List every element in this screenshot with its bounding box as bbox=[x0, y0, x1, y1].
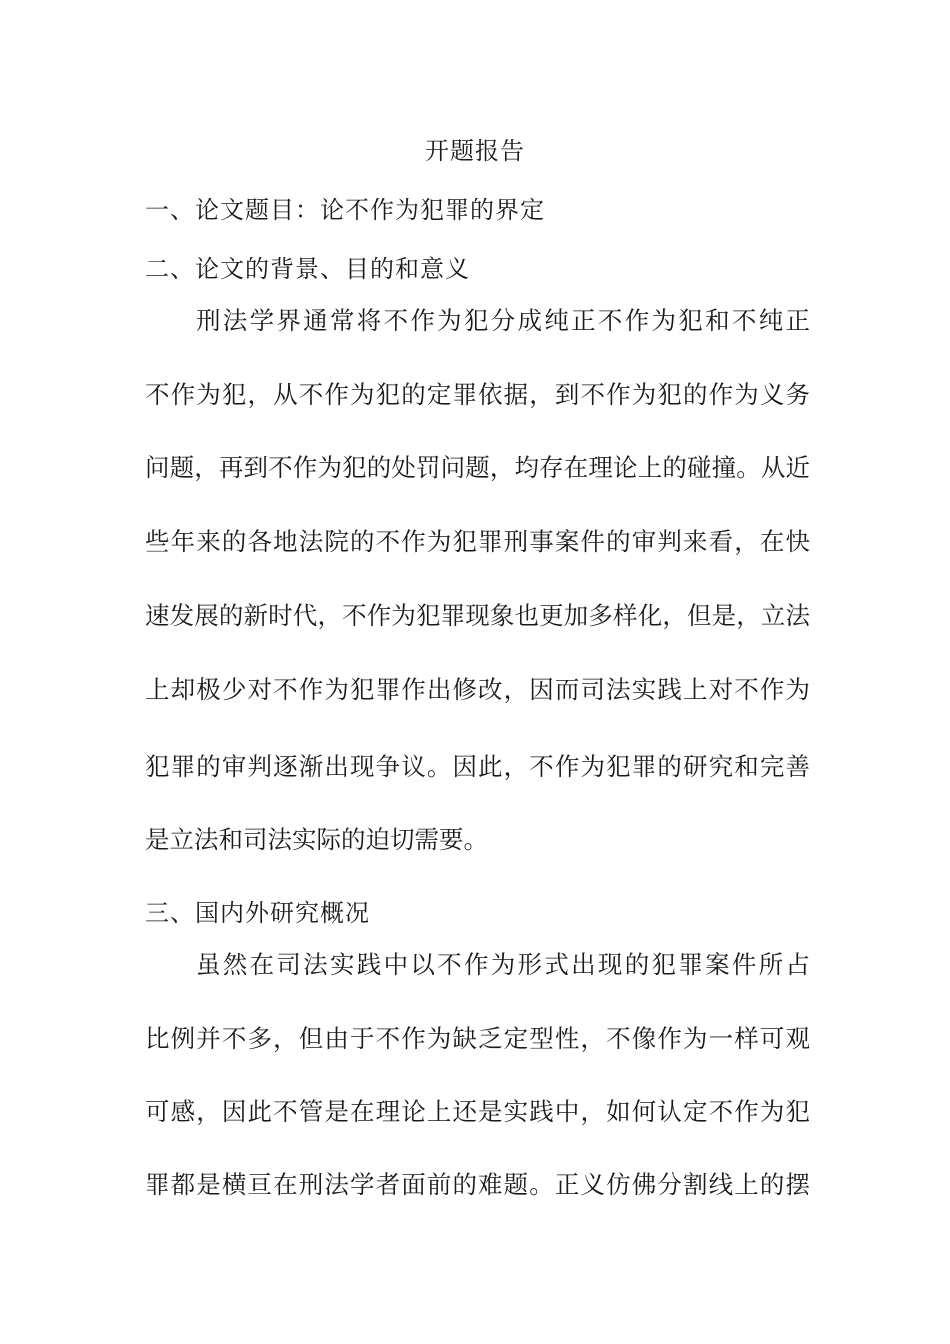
paragraph-line: 可感，因此不管是在理论上还是实践中，如何认定不作为犯 bbox=[145, 1097, 810, 1126]
paragraph-line: 上却极少对不作为犯罪作出修改，因而司法实践上对不作为 bbox=[145, 675, 810, 704]
paragraph-line: 罪都是横亘在刑法学者面前的难题。正义仿佛分割线上的摆 bbox=[145, 1170, 810, 1199]
paragraph-line: 刑法学界通常将不作为犯分成纯正不作为犯和不纯正 bbox=[196, 306, 810, 335]
paragraph-line: 些年来的各地法院的不作为犯罪刑事案件的审判来看，在快 bbox=[145, 527, 810, 556]
paragraph-line: 犯罪的审判逐渐出现争议。因此，不作为犯罪的研究和完善 bbox=[145, 752, 810, 781]
paragraph-line: 虽然在司法实践中以不作为形式出现的犯罪案件所占 bbox=[196, 950, 810, 979]
section-heading-research-overview: 三、国内外研究概况 bbox=[145, 899, 370, 927]
document-title: 开题报告 bbox=[425, 137, 525, 165]
paragraph-line: 是立法和司法实际的迫切需要。 bbox=[145, 825, 488, 854]
paragraph-line: 比例并不多，但由于不作为缺乏定型性，不像作为一样可观 bbox=[145, 1024, 810, 1053]
paragraph-line: 不作为犯，从不作为犯的定罪依据，到不作为犯的作为义务 bbox=[145, 380, 810, 409]
section-heading-thesis-title: 一、论文题目：论不作为犯罪的界定 bbox=[145, 196, 545, 224]
paragraph-line: 问题，再到不作为犯的处罚问题，均存在理论上的碰撞。从近 bbox=[145, 453, 810, 482]
paragraph-line: 速发展的新时代，不作为犯罪现象也更加多样化，但是，立法 bbox=[145, 601, 810, 630]
section-heading-background: 二、论文的背景、目的和意义 bbox=[145, 255, 470, 283]
